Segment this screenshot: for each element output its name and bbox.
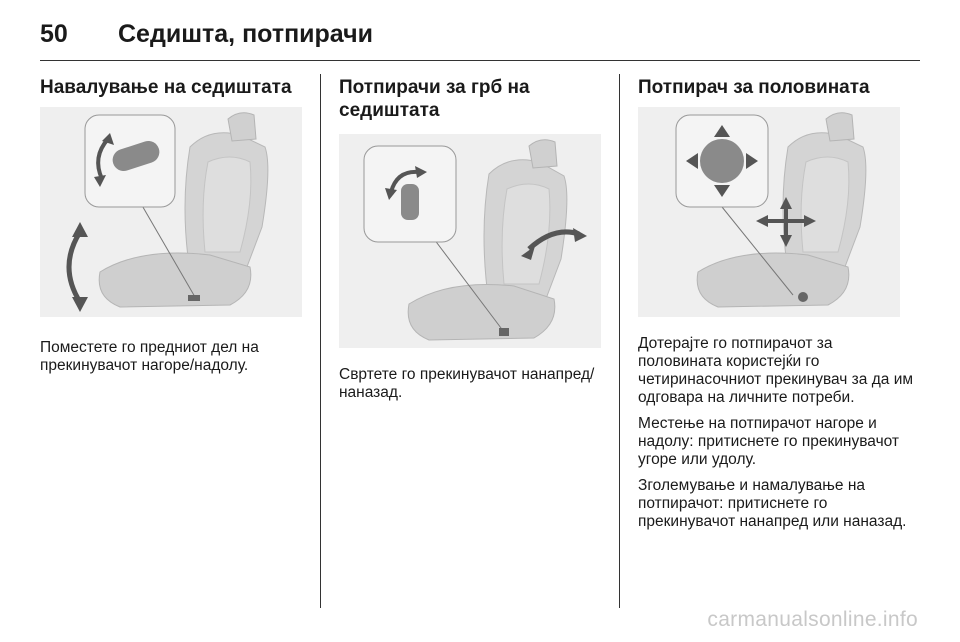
lumbar-illustration	[638, 107, 900, 317]
column-divider	[619, 74, 620, 608]
section-seat-tilt	[40, 76, 308, 375]
section-backrest	[339, 76, 609, 402]
section-heading: Потпирач за половината	[638, 77, 870, 98]
section-heading: Потпирачи за грб на седиштата	[339, 77, 530, 121]
column-divider	[320, 74, 321, 608]
backrest-illustration	[339, 134, 601, 348]
body-paragraph: Поместете го предниот дел на прекинувачот нагоре/надолу.	[40, 339, 259, 374]
section-heading: Навалување на седиштата	[40, 77, 292, 98]
page-header	[40, 20, 920, 60]
page-number: 50	[40, 20, 68, 48]
body-paragraph: Дотерајте го потпирачот за половината користејќи го четиринасочниот прекинувач за да им одговара на личните потреби.	[638, 335, 914, 406]
section-lumbar	[638, 76, 918, 531]
page-title: Седишта, потпирачи	[118, 20, 373, 48]
body-paragraph: Местење на потпирачот нагоре и надолу: притиснете го прекинувачот угоре или удолу.	[638, 415, 900, 468]
body-paragraph: Свртете го прекинувачот нанапред/наназад.	[339, 366, 595, 401]
header-rule	[40, 60, 920, 61]
watermark: carmanualsonline.info	[707, 608, 918, 631]
body-paragraph: Зголемување и намалување на потпирачот: притиснете го прекинувачот нанапред или наназад.	[638, 477, 907, 530]
seat-tilt-illustration	[40, 107, 302, 317]
